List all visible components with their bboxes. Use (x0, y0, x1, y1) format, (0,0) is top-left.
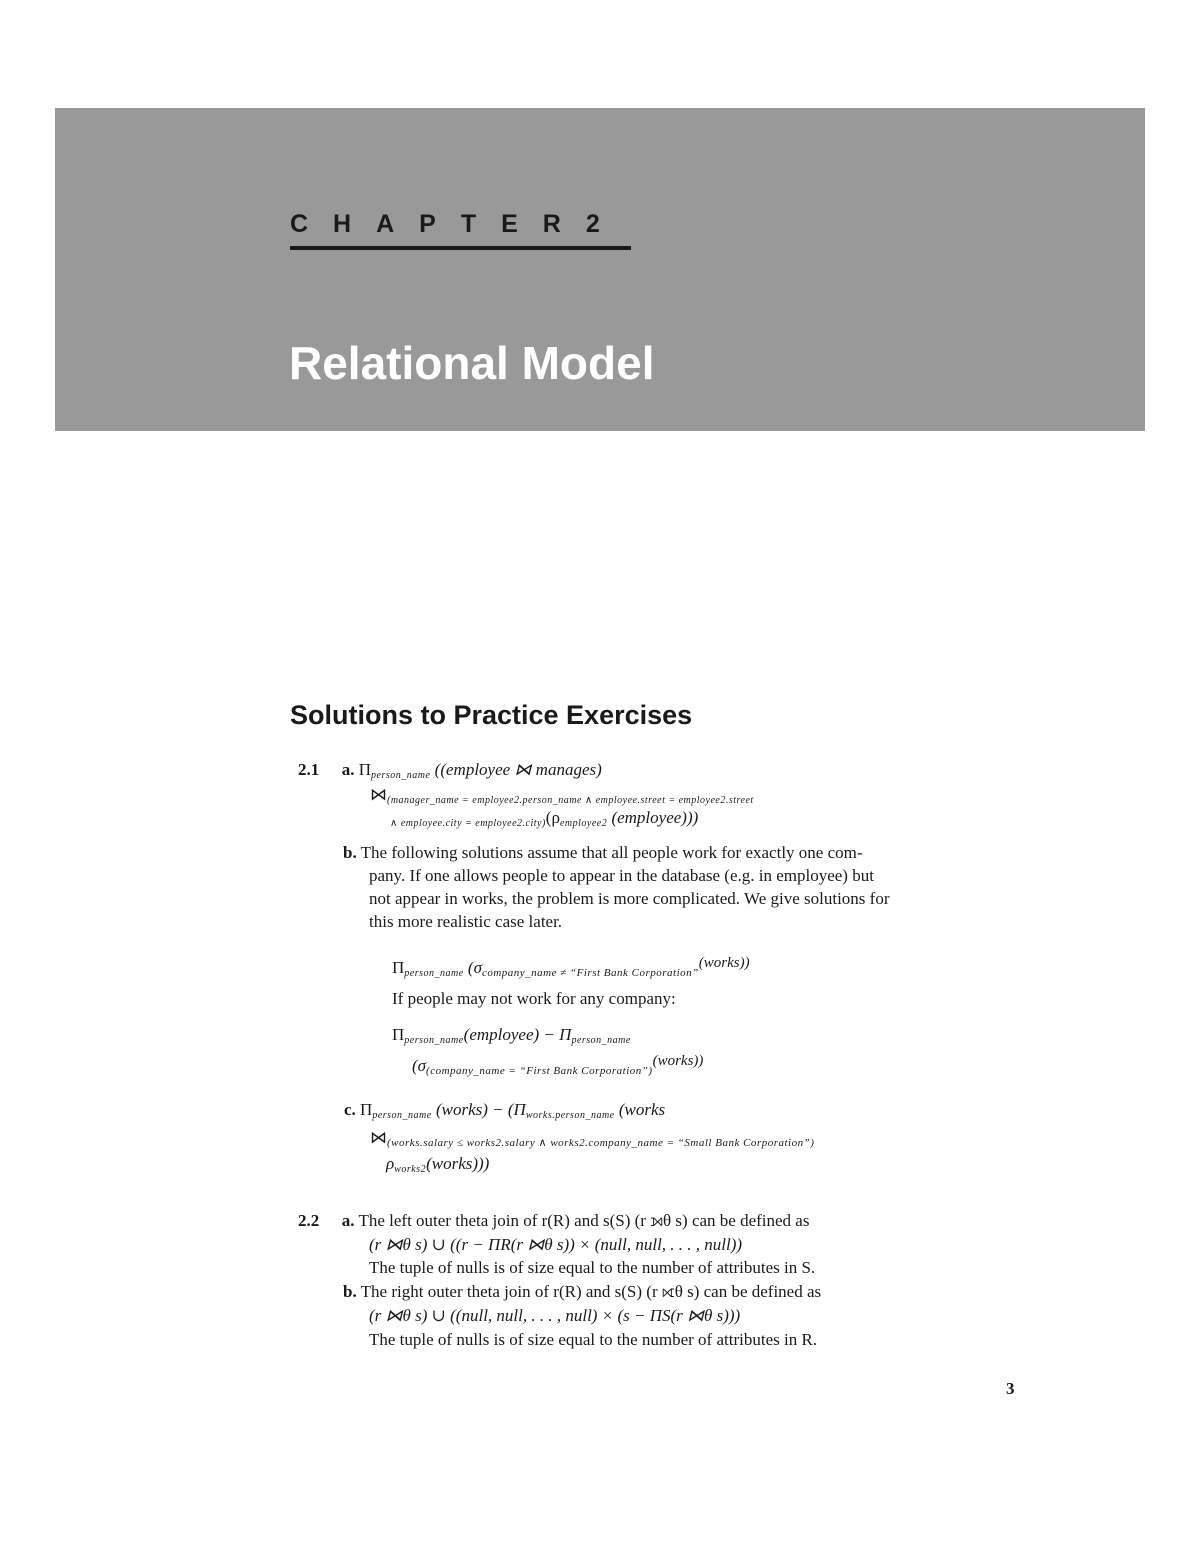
math-join: ⋈ (370, 1128, 387, 1147)
exercise-2-2-row-b (343, 1281, 821, 1303)
exercise-2-1-b-expr2 (392, 1024, 631, 1052)
math-pi: Π (392, 958, 405, 977)
section-heading: Solutions to Practice Exercises (290, 700, 693, 730)
math-expression: (employee))) (611, 808, 699, 827)
paragraph-line: not appear in works, the problem is more complicated. We give solutions for (369, 889, 890, 908)
item-label: a. (341, 1211, 355, 1230)
note: If people may not work for any company: (392, 989, 676, 1008)
math-sigma: (σ (467, 958, 482, 977)
paragraph-line: The right outer theta join of r(R) and s(S) (r ⟖θ s) can be defined as (360, 1282, 822, 1301)
exercise-2-1-c-line2 (370, 1127, 814, 1154)
item-label: c. (344, 1100, 356, 1119)
math-subscript: person_name (371, 770, 431, 781)
math-rho: (ρ (545, 808, 560, 827)
chapter-label-letters: CHAPTER (290, 210, 586, 238)
math-subscript: person_name (571, 1035, 631, 1046)
paragraph-line: pany. If one allows people to appear in the database (e.g. in employee) but (369, 866, 874, 885)
chapter-title: Relational Model (289, 337, 655, 389)
math-subscript: person_name (404, 968, 464, 979)
item-label: b. (343, 1282, 357, 1301)
math-subscript: (works.salary ≤ works2.salary ∧ works2.company_name = “Small Bank Corporation”) (387, 1137, 815, 1149)
math-subscript: works.person_name (525, 1110, 615, 1121)
page-number: 3 (1006, 1379, 1015, 1398)
exercise-2-1-row-a (298, 759, 602, 787)
exercise-2-1-b-expr3 (412, 1050, 703, 1082)
paragraph-line: The tuple of nulls is of size equal to the number of attributes in R. (369, 1330, 818, 1349)
math-pi: Π (360, 1100, 373, 1119)
exercise-2-1-b-expr1 (392, 952, 750, 985)
exercise-2-1-a-line3 (390, 807, 698, 835)
exercise-2-2-row-a (298, 1210, 809, 1232)
math-subscript: works2 (394, 1164, 427, 1175)
math-expression: (works)) (698, 955, 750, 971)
math-pi: Π (358, 760, 372, 779)
math-sigma: (σ (412, 1056, 427, 1075)
math-expression: ((employee ⋈ manages) (434, 760, 602, 779)
paragraph-line: The tuple of nulls is of size equal to the number of attributes in S. (369, 1258, 816, 1277)
chapter-rule (290, 246, 631, 250)
math-expression: (employee) − Π (463, 1025, 572, 1044)
math-subscript: person_name (404, 1035, 464, 1046)
math-expression: (r ⋈θ s) ∪ ((r − ΠR(r ⋈θ s)) × (null, null, . . . , null)) (369, 1235, 743, 1254)
item-label: a. (341, 760, 355, 779)
math-subscript: (company_name = “First Bank Corporation”) (426, 1065, 653, 1077)
math-subscript: ∧ employee.city = employee2.city) (390, 818, 546, 829)
math-expression: (works))) (426, 1154, 490, 1173)
exercise-number: 2.2 (298, 1211, 320, 1230)
math-pi: Π (392, 1025, 405, 1044)
math-subscript: company_name ≠ “First Bank Corporation” (481, 967, 699, 979)
exercise-number: 2.1 (298, 760, 320, 779)
exercise-2-1-c-line3 (386, 1153, 489, 1181)
math-expression: (works) − (Π (435, 1100, 526, 1119)
math-subscript: employee2 (559, 818, 608, 829)
paragraph-line: this more realistic case later. (369, 912, 563, 931)
paragraph-line: The following solutions assume that all people work for exactly one com- (360, 843, 863, 862)
math-expression: (works (618, 1100, 666, 1119)
exercise-2-1-c-line1 (344, 1099, 665, 1127)
chapter-label (290, 210, 600, 239)
math-expression: (r ⋈θ s) ∪ ((null, null, . . . , null) × (s − ΠS(r ⋈θ s))) (369, 1306, 741, 1325)
item-label: b. (343, 843, 357, 862)
chapter-label-number: 2 (585, 210, 600, 238)
math-subscript: (manager_name = employee2.person_name ∧ employee.street = employee2.street (387, 795, 754, 806)
math-join: ⋈ (370, 785, 387, 804)
math-rho: ρ (386, 1154, 395, 1173)
exercise-2-1-b-line1 (343, 842, 863, 864)
math-subscript: person_name (372, 1110, 432, 1121)
math-expression: (works)) (652, 1053, 704, 1069)
paragraph-line: The left outer theta join of r(R) and s(S) (r ⟕θ s) can be defined as (358, 1211, 810, 1230)
